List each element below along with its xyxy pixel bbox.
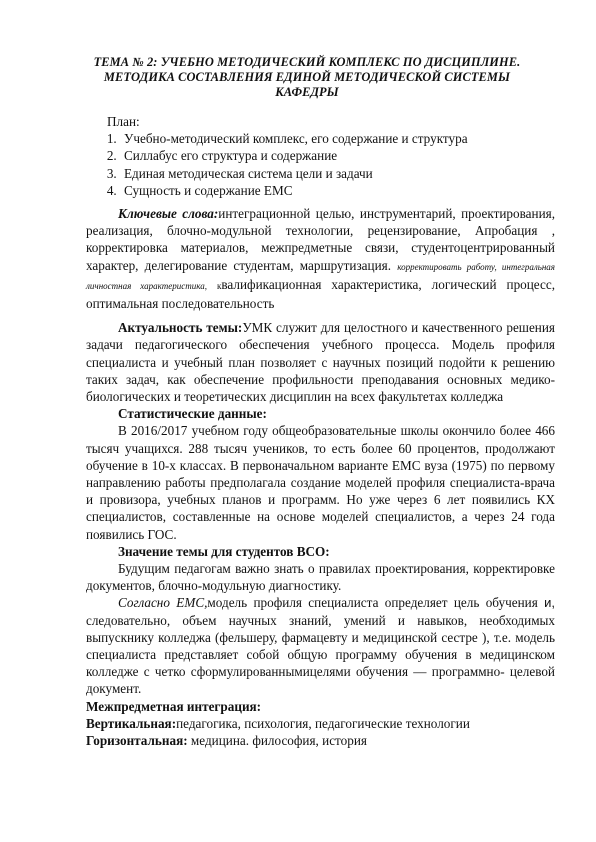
keywords-label: Ключевые слова: [118,206,219,221]
keywords-tail-first-letter: к [216,280,222,291]
horizontal-label: Горизонтальная: [86,733,188,749]
keywords-text: интеграционной целью, инструментарий, проектирования, реализация, блочно-модульной технологии, рецензирование, Апробация , корректировка материалов, межпредметные связи, студентоцентрированный характер, делегирование студентам, маршрутизация. [86,206,556,273]
horizontal-text: медицина. философия, история [187,733,367,749]
plan-section [96,113,516,199]
keywords-tail: валификационная характеристика, логический процесс, оптимальная последовательность [86,276,555,312]
according-label: Согласно ЕМС, [118,595,208,611]
title-line-1: ТЕМА № 2: УЧЕБНО МЕТОДИЧЕСКИЙ КОМПЛЕКС ПО ДИСЦИПЛИНЕ. [93,55,521,69]
vertical-text: педагогика, психология, педагогические технологии [176,715,470,731]
relevance-label: Актуальность темы: [118,320,243,336]
document-title [72,55,542,100]
title-line-2: МЕТОДИКА СОСТАВЛЕНИЯ ЕДИНОЙ МЕТОДИЧЕСКОЙ СИСТЕМЫ КАФЕДРЫ [103,70,511,99]
plan-item: 4. Сущность и содержание ЕМС [120,182,516,199]
vertical-label: Вертикальная: [86,715,177,731]
horizontal-integration [86,732,555,749]
statistics-paragraph: В 2016/2017 учебном году общеобразовательные школы окончило более 466 тысяч учащихся. 288 тысяч учеников, то есть более 60 процентов, продолжают обучение в 10-х классах. В первоначальном варианте ЕМС вуза (1975) по первому направлению работы предполагала создание моделей профиля специалиста-врача и провизора, учебных планов и программ. Но уже через 6 лет появились КХ специалистов, составленные на основе моделей специалистов, а через 24 года появились ГОС. [86,423,555,542]
keywords-small-text: корректировать работу, интегральная личностная характеристика, [86,261,555,291]
keywords-paragraph [86,205,555,312]
significance-heading: Значение темы для студентов ВСО: [118,543,330,559]
plan-item: 2. Силлабус его структура и содержание [120,147,516,164]
plan-list [96,130,516,199]
document-body [86,205,555,749]
vertical-integration [86,715,555,732]
relevance-text: УМК служит для целостного и качественного решения задачи педагогического обеспечения учебного процесса. Модель профиля специалиста и учебный план позволяет с научных позиций подойти к решению таких задач, как обеспечение профильности преподавания основных медико-биологических и теоретических дисциплин на всех факультетах колледжа [86,320,555,405]
plan-heading: План: [107,114,140,129]
plan-item: 3. Единая методическая система цели и задачи [120,165,516,182]
plan-item: 1. Учебно-методический комплекс, его содержание и структура [120,130,516,147]
significance-paragraph: Будущим педагогам важно знать о правилах проектирования, корректировке документов, блочно-модульную диагностику. [86,561,555,594]
according-text-b: следовательно, объем научных знаний, умений и навыков, необходимых выпускнику колледжа (фельшеру, фармацевту и медицинской сестре ), т.е. модель специалиста представляет собой общую программу обучения в медицинском колледже с четко сформулированнымицелями обучения — программно- целевой документ. [86,612,555,697]
according-paragraph [86,594,555,697]
according-sans-letter: и, [544,595,555,611]
integration-heading: Межпредметная интеграция: [86,698,262,714]
statistics-heading: Статистические данные: [118,406,267,422]
relevance-paragraph [86,319,555,405]
according-text-a: модель профиля специалиста определяет цель обучения [207,595,538,611]
